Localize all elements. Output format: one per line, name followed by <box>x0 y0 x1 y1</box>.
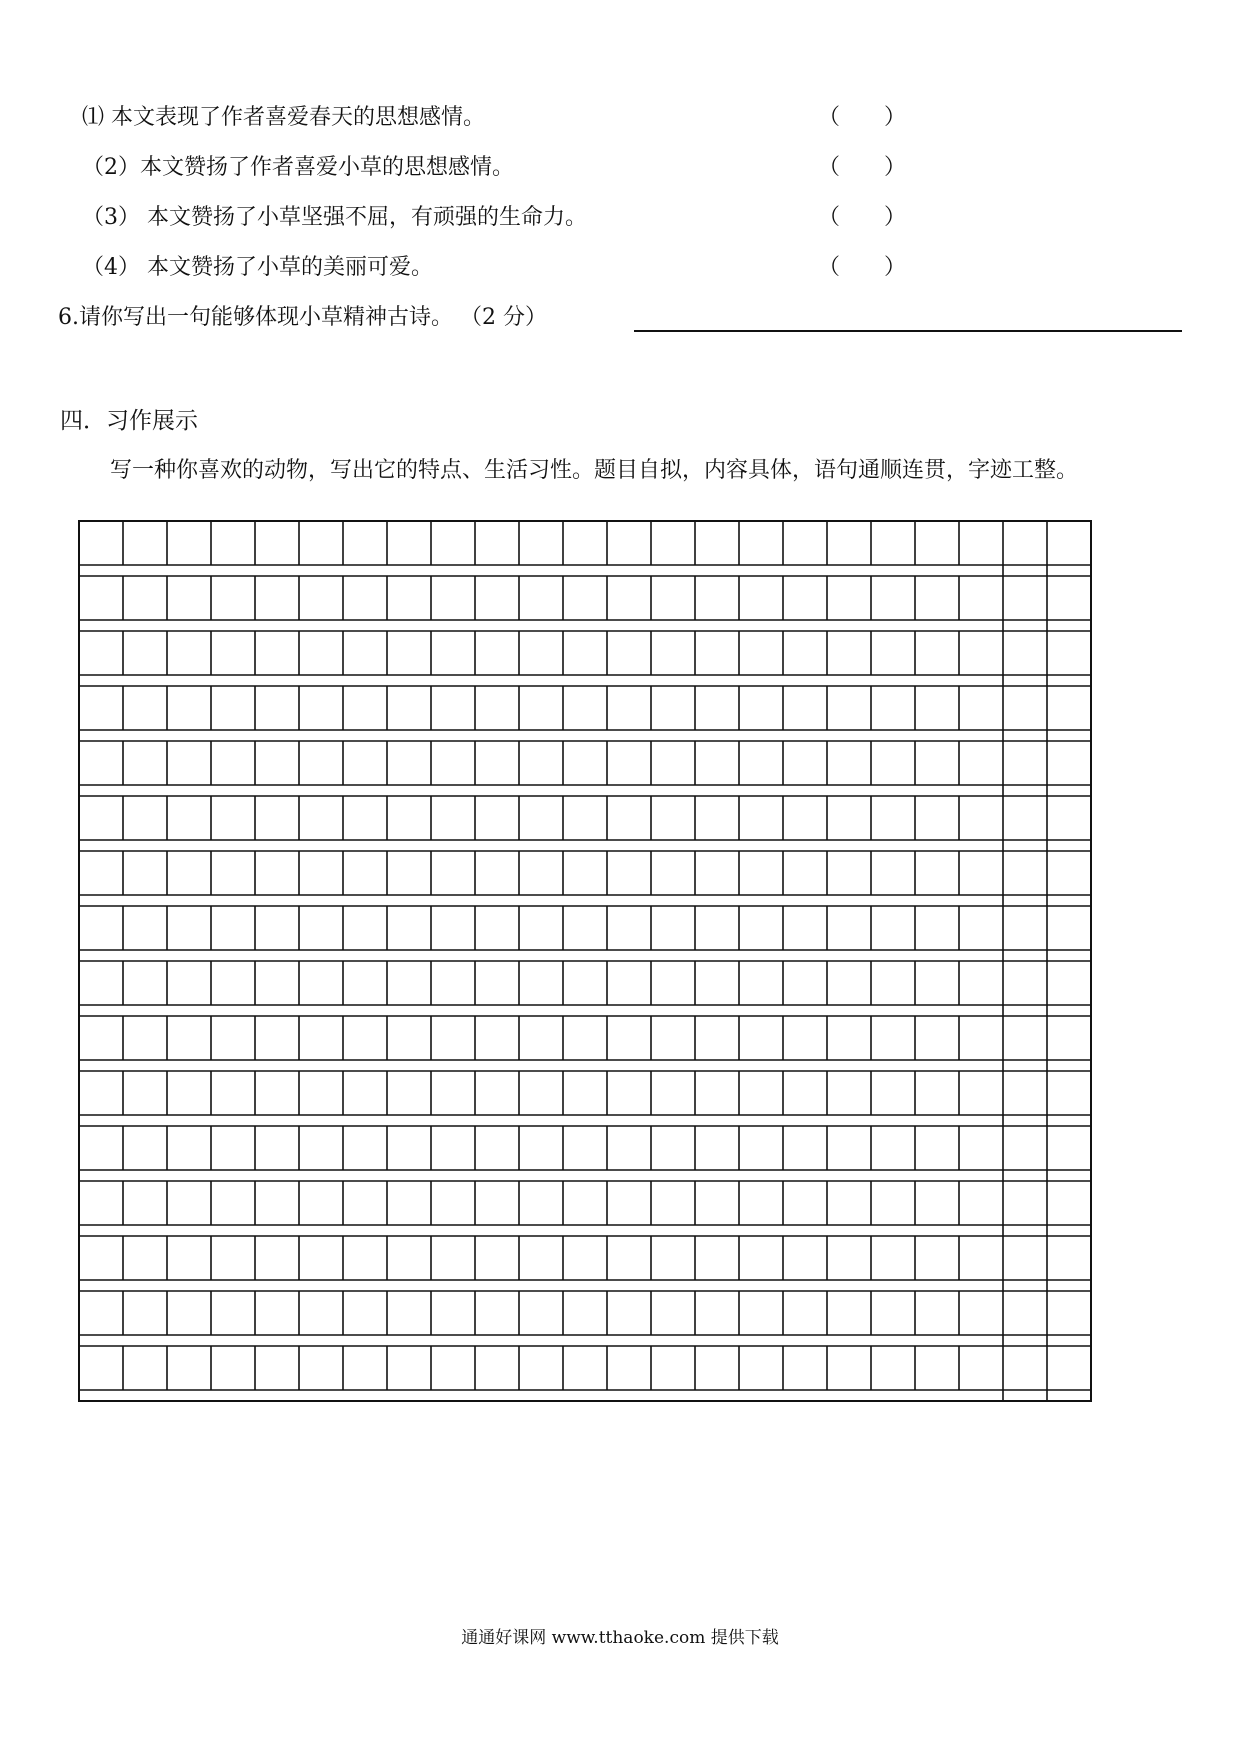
judgement-item-4: （4） 本文赞扬了小草的美丽可爱。 <box>82 255 433 280</box>
section-4-heading: 四．习作展示 <box>60 408 198 434</box>
question-6: 6.请你写出一句能够体现小草精神古诗。 （2 分） <box>58 305 547 330</box>
section-4-prompt: 写一种你喜欢的动物，写出它的特点、生活习性。题目自拟，内容具体，语句通顺连贯，字迹工整。 <box>110 458 1079 483</box>
answer-paren-3[interactable]: （ ） <box>818 205 907 230</box>
judgement-item-2: （2）本文赞扬了作者喜爱小草的思想感情。 <box>82 155 514 180</box>
answer-paren-4[interactable]: （ ） <box>818 255 907 280</box>
footer-credit: 通通好课网 www.tthaoke.com 提供下载 <box>461 1628 779 1648</box>
answer-paren-1[interactable]: （ ） <box>818 105 907 130</box>
answer-paren-2[interactable]: （ ） <box>818 155 907 180</box>
judgement-item-1: ⑴ 本文表现了作者喜爱春天的思想感情。 <box>82 105 485 130</box>
question-6-answer-line[interactable] <box>634 330 1182 332</box>
judgement-item-3: （3） 本文赞扬了小草坚强不屈，有顽强的生命力。 <box>82 205 587 230</box>
writing-grid[interactable] <box>78 520 1098 1603</box>
